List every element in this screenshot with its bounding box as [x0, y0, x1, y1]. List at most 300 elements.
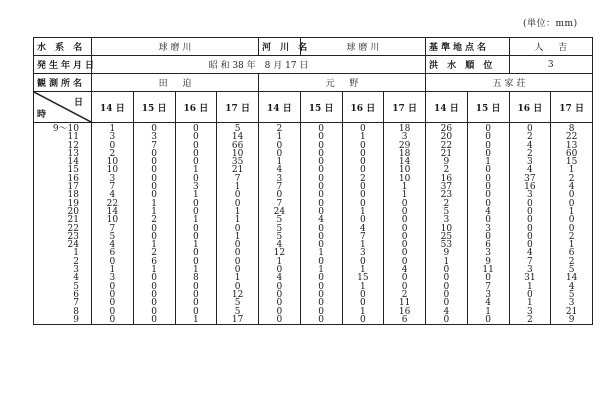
value-cell: 7	[527, 256, 533, 267]
hour-cell: 13	[67, 148, 79, 159]
value-cell: 29	[398, 140, 411, 151]
value-cell: 8	[568, 124, 575, 134]
value-cell: 3	[109, 173, 116, 184]
value-column	[342, 123, 384, 325]
value-cell: 1	[193, 265, 199, 276]
value-cell: 0	[318, 298, 324, 309]
value-cell: 1	[234, 231, 241, 242]
value-cell: 0	[318, 206, 324, 217]
value-cell: 1	[151, 198, 157, 209]
station-name-1: 田 迫	[92, 74, 259, 92]
value-cell: 0	[109, 281, 116, 292]
value-cell: 1	[234, 215, 241, 226]
station-name-2: 元 野	[259, 74, 426, 92]
value-cell: 0	[151, 281, 157, 292]
value-cell: 0	[360, 157, 366, 168]
value-cell: 9	[485, 256, 491, 267]
value-cell: 0	[527, 215, 533, 226]
hour-cell: 5	[73, 281, 79, 292]
hour-cell: 18	[67, 190, 79, 201]
value-cell: 10	[106, 215, 119, 226]
header-row-1	[34, 38, 593, 56]
value-cell: 0	[360, 298, 366, 309]
value-cell: 0	[276, 281, 283, 292]
value-column	[175, 123, 217, 325]
value-cell: 3	[276, 173, 283, 184]
value-cell: 0	[318, 273, 324, 284]
value-cell: 4	[360, 223, 366, 234]
value-cell: 0	[193, 198, 199, 209]
value-cell: 5	[276, 215, 283, 226]
value-cell: 0	[401, 215, 408, 226]
value-cell: 4	[318, 215, 324, 226]
value-list	[134, 125, 175, 324]
value-cell: 0	[401, 198, 408, 209]
value-cell: 0	[401, 248, 408, 259]
value-cell: 1	[234, 206, 241, 217]
value-cell: 0	[401, 256, 408, 267]
value-cell: 10	[106, 157, 119, 168]
value-cell: 0	[485, 182, 491, 193]
value-cell: 0	[151, 157, 157, 168]
value-cell: 0	[568, 198, 575, 209]
value-cell: 1	[193, 215, 199, 226]
data-body-row	[34, 123, 593, 325]
day-header: 15 日	[300, 92, 342, 123]
value-cell: 1	[360, 206, 366, 217]
value-list	[551, 125, 592, 324]
value-cell: 0	[193, 148, 199, 159]
value-cell: 1	[360, 240, 366, 251]
value-cell: 0	[234, 198, 241, 209]
station-label: 観測所名	[34, 74, 92, 92]
value-cell: 6	[151, 256, 157, 267]
value-cell: 1	[151, 206, 157, 217]
value-cell: 1	[527, 298, 533, 309]
value-cell: 7	[151, 140, 157, 151]
value-cell: 24	[273, 206, 286, 217]
value-cell: 4	[527, 248, 533, 259]
value-cell: 2	[443, 165, 450, 176]
value-cell: 0	[151, 298, 157, 309]
value-cell: 0	[485, 190, 491, 201]
value-cell: 1	[234, 182, 241, 193]
value-cell: 16	[524, 182, 536, 193]
day-header: 16 日	[509, 92, 551, 123]
value-cell: 0	[318, 306, 324, 317]
value-cell: 0	[527, 289, 533, 300]
value-cell: 0	[401, 223, 408, 234]
water-system-label: 水 系 名	[34, 38, 92, 56]
value-cell: 1	[193, 314, 199, 325]
value-cell: 0	[109, 298, 116, 309]
value-cell: 3	[151, 132, 157, 143]
value-list	[301, 125, 342, 324]
value-cell: 3	[485, 289, 491, 300]
value-cell: 18	[398, 148, 411, 159]
value-cell: 53	[440, 240, 453, 251]
value-cell: 0	[527, 206, 533, 217]
value-cell: 0	[443, 298, 450, 309]
value-cell: 0	[318, 165, 324, 176]
rank-value: 3	[509, 56, 593, 74]
value-cell: 4	[276, 273, 283, 284]
date-value: 昭 和 38 年 8 月 17 日	[92, 56, 426, 74]
value-cell: 0	[151, 289, 157, 300]
value-list	[217, 125, 258, 324]
value-cell: 0	[527, 198, 533, 209]
value-cell: 0	[276, 140, 283, 151]
value-cell: 0	[318, 281, 324, 292]
value-cell: 0	[193, 157, 199, 168]
value-cell: 5	[443, 206, 450, 217]
value-cell: 1	[109, 124, 116, 134]
value-cell: 0	[276, 190, 283, 201]
hour-cell: 22	[67, 223, 79, 234]
hour-cell: 9～10	[52, 124, 79, 134]
value-cell: 1	[485, 306, 491, 317]
value-cell: 0	[527, 240, 533, 251]
value-cell: 0	[109, 314, 116, 325]
value-cell: 0	[318, 198, 324, 209]
value-cell: 11	[482, 265, 494, 276]
value-cell: 1	[401, 182, 408, 193]
value-cell: 3	[527, 306, 533, 317]
value-cell: 12	[273, 248, 286, 259]
value-cell: 0	[527, 124, 533, 134]
value-cell: 0	[401, 240, 408, 251]
value-cell: 9	[443, 248, 450, 259]
value-cell: 1	[234, 273, 241, 284]
value-cell: 6	[568, 248, 575, 259]
hour-cell: 20	[67, 206, 79, 217]
value-cell: 1	[109, 265, 116, 276]
value-list	[259, 125, 300, 324]
value-cell: 4	[109, 240, 116, 251]
value-cell: 4	[485, 206, 491, 217]
value-cell: 0	[318, 148, 324, 159]
header-row-3	[34, 74, 593, 92]
value-cell: 0	[193, 231, 199, 242]
value-cell: 0	[193, 173, 199, 184]
value-cell: 0	[109, 140, 116, 151]
hour-cell: 1	[73, 248, 79, 259]
value-cell: 31	[524, 273, 536, 284]
value-cell: 0	[360, 289, 366, 300]
header-row-4	[34, 92, 593, 123]
value-cell: 0	[109, 289, 116, 300]
water-system-value: 球 磨 川	[92, 38, 259, 56]
value-cell: 20	[440, 132, 453, 143]
hour-cell: 7	[73, 298, 79, 309]
hour-cell: 16	[67, 173, 79, 184]
value-cell: 1	[527, 281, 533, 292]
value-cell: 5	[234, 306, 241, 317]
value-cell: 4	[568, 182, 575, 193]
value-cell: 1	[360, 132, 366, 143]
date-label: 発生年月日	[34, 56, 92, 74]
value-cell: 37	[440, 182, 453, 193]
value-column	[300, 123, 342, 325]
value-cell: 0	[443, 281, 450, 292]
value-cell: 1	[193, 165, 199, 176]
value-cell: 66	[231, 140, 244, 151]
value-cell: 26	[440, 124, 453, 134]
value-cell: 0	[485, 148, 491, 159]
value-cell: 0	[193, 140, 199, 151]
value-cell: 0	[193, 206, 199, 217]
value-cell: 9	[568, 314, 575, 325]
value-cell: 22	[440, 140, 453, 151]
value-cell: 4	[276, 165, 283, 176]
value-cell: 0	[401, 281, 408, 292]
value-cell: 0	[485, 132, 491, 143]
value-cell: 13	[565, 140, 578, 151]
value-cell: 0	[360, 140, 366, 151]
hour-list	[34, 125, 79, 324]
header-row-2	[34, 56, 593, 74]
value-cell: 7	[485, 281, 491, 292]
value-cell: 0	[360, 124, 366, 134]
value-cell: 60	[565, 148, 578, 159]
value-cell: 0	[276, 148, 283, 159]
river-value: 球 磨 川	[300, 38, 425, 56]
value-cell: 0	[193, 306, 199, 317]
day-header: 15 日	[133, 92, 175, 123]
hour-cell: 14	[67, 157, 79, 168]
value-cell: 0	[485, 231, 491, 242]
value-cell: 2	[443, 198, 450, 209]
day-hour-corner-cell	[34, 92, 92, 123]
value-cell: 5	[234, 298, 241, 309]
value-cell: 0	[234, 223, 241, 234]
day-header: 15 日	[467, 92, 509, 123]
value-cell: 0	[318, 190, 324, 201]
value-cell: 1	[360, 265, 366, 276]
value-cell: 6	[109, 248, 116, 259]
value-cell: 23	[440, 190, 453, 201]
value-cell: 0	[401, 231, 408, 242]
value-column	[384, 123, 426, 325]
value-column	[259, 123, 301, 325]
value-cell: 4	[527, 140, 533, 151]
hour-cell: 23	[67, 231, 79, 242]
value-cell: 7	[109, 223, 116, 234]
day-header: 17 日	[384, 92, 426, 123]
value-cell: 2	[568, 231, 575, 242]
day-header: 14 日	[92, 92, 134, 123]
value-cell: 0	[318, 157, 324, 168]
value-cell: 4	[485, 298, 491, 309]
value-cell: 0	[318, 240, 324, 251]
value-cell: 0	[360, 198, 366, 209]
value-cell: 1	[193, 190, 199, 201]
value-cell: 3	[527, 157, 533, 168]
value-cell: 1	[568, 165, 575, 176]
value-cell: 5	[568, 289, 575, 300]
value-list	[426, 125, 467, 324]
hour-cell: 24	[67, 240, 79, 251]
value-cell: 10	[231, 148, 244, 159]
day-header: 14 日	[259, 92, 301, 123]
value-list	[343, 125, 384, 324]
value-cell: 21	[440, 148, 453, 159]
hour-cell: 2	[73, 256, 79, 267]
value-cell: 0	[443, 273, 450, 284]
value-cell: 0	[276, 298, 283, 309]
value-cell: 0	[360, 165, 366, 176]
value-cell: 0	[193, 248, 199, 259]
value-cell: 2	[527, 314, 533, 325]
unit-label: (単位：mm)	[523, 19, 578, 29]
value-cell: 22	[565, 132, 578, 143]
river-label: 河 川 名	[259, 38, 301, 56]
value-cell: 1	[568, 240, 575, 251]
station-name-3: 五 家 荘	[426, 74, 593, 92]
value-cell: 0	[234, 240, 241, 251]
value-cell: 0	[485, 173, 491, 184]
value-cell: 0	[485, 314, 491, 325]
value-cell: 0	[401, 206, 408, 217]
value-cell: 1	[151, 240, 157, 251]
value-cell: 2	[401, 289, 408, 300]
value-cell: 1	[485, 157, 491, 168]
value-cell: 4	[527, 165, 533, 176]
value-cell: 0	[151, 173, 157, 184]
value-cell: 1	[276, 132, 283, 143]
value-cell: 10	[440, 223, 453, 234]
value-cell: 5	[276, 231, 283, 242]
base-point-value: 人 吉	[509, 38, 593, 56]
value-cell: 3	[443, 215, 450, 226]
value-cell: 0	[193, 124, 199, 134]
value-cell: 0	[485, 198, 491, 209]
value-cell: 7	[234, 173, 241, 184]
value-cell: 0	[527, 231, 533, 242]
value-cell: 7	[360, 231, 366, 242]
value-cell: 0	[318, 173, 324, 184]
value-cell: 11	[398, 298, 411, 309]
value-cell: 0	[193, 298, 199, 309]
value-cell: 0	[401, 273, 408, 284]
value-cell: 0	[360, 182, 366, 193]
value-cell: 6	[485, 240, 491, 251]
hour-cell: 12	[67, 140, 79, 151]
rank-label: 洪 水 順 位	[426, 56, 510, 74]
value-cell: 0	[318, 132, 324, 143]
value-cell: 3	[485, 223, 491, 234]
value-cell: 18	[398, 124, 411, 134]
value-cell: 16	[398, 306, 411, 317]
value-cell: 0	[568, 190, 575, 201]
value-cell: 1	[360, 306, 366, 317]
value-cell: 0	[485, 215, 491, 226]
value-cell: 0	[485, 124, 491, 134]
value-cell: 0	[568, 215, 575, 226]
value-cell: 4	[568, 281, 575, 292]
value-cell: 7	[276, 198, 283, 209]
value-cell: 1	[276, 157, 283, 168]
value-cell: 1	[193, 240, 199, 251]
value-cell: 0	[568, 223, 575, 234]
value-cell: 0	[276, 314, 283, 325]
value-cell: 0	[318, 289, 324, 300]
value-list	[510, 125, 551, 324]
value-cell: 1	[151, 265, 157, 276]
hour-cell: 6	[73, 289, 79, 300]
value-cell: 1	[443, 256, 450, 267]
value-column	[509, 123, 551, 325]
hour-cell: 9	[73, 314, 79, 325]
value-cell: 0	[151, 223, 157, 234]
value-cell: 7	[276, 182, 283, 193]
value-cell: 1	[568, 206, 575, 217]
value-column	[551, 123, 593, 325]
hour-cell: 21	[67, 215, 79, 226]
value-cell: 3	[360, 248, 366, 259]
day-header: 14 日	[426, 92, 468, 123]
value-cell: 15	[565, 157, 578, 168]
value-cell: 1	[318, 248, 324, 259]
value-cell: 1	[360, 281, 366, 292]
value-cell: 0	[485, 140, 491, 151]
value-column	[426, 123, 468, 325]
value-cell: 0	[485, 273, 491, 284]
value-cell: 2	[360, 173, 366, 184]
value-cell: 9	[443, 157, 450, 168]
value-cell: 4	[109, 190, 116, 201]
value-cell: 35	[231, 157, 244, 168]
value-cell: 12	[231, 289, 244, 300]
value-cell: 0	[318, 231, 324, 242]
value-cell: 0	[234, 190, 241, 201]
value-cell: 10	[398, 173, 411, 184]
value-cell: 0	[318, 314, 324, 325]
hour-cell: 3	[73, 265, 79, 276]
value-cell: 0	[151, 273, 157, 284]
value-cell: 2	[151, 248, 157, 259]
value-cell: 0	[151, 190, 157, 201]
value-cell: 5	[109, 231, 116, 242]
value-cell: 0	[276, 289, 283, 300]
value-cell: 3	[401, 132, 408, 143]
value-cell: 14	[231, 132, 244, 143]
value-cell: 0	[443, 289, 450, 300]
value-list	[176, 125, 217, 324]
value-cell: 4	[443, 306, 450, 317]
value-cell: 5	[234, 124, 241, 134]
day-corner-label: 日	[73, 98, 83, 108]
value-cell: 3	[485, 248, 491, 259]
value-cell: 3	[527, 265, 533, 276]
hour-cell: 11	[67, 132, 79, 143]
value-column	[467, 123, 509, 325]
value-cell: 10	[106, 165, 119, 176]
value-cell: 0	[276, 306, 283, 317]
value-cell: 0	[193, 281, 199, 292]
value-cell: 0	[234, 248, 241, 259]
value-cell: 21	[231, 165, 244, 176]
value-cell: 2	[527, 148, 533, 159]
value-cell: 17	[231, 314, 244, 325]
value-list	[384, 125, 425, 324]
value-cell: 0	[360, 314, 366, 325]
value-cell: 4	[401, 265, 408, 276]
value-column	[217, 123, 259, 325]
value-cell: 0	[109, 306, 116, 317]
value-cell: 0	[193, 289, 199, 300]
value-cell: 4	[276, 240, 283, 251]
